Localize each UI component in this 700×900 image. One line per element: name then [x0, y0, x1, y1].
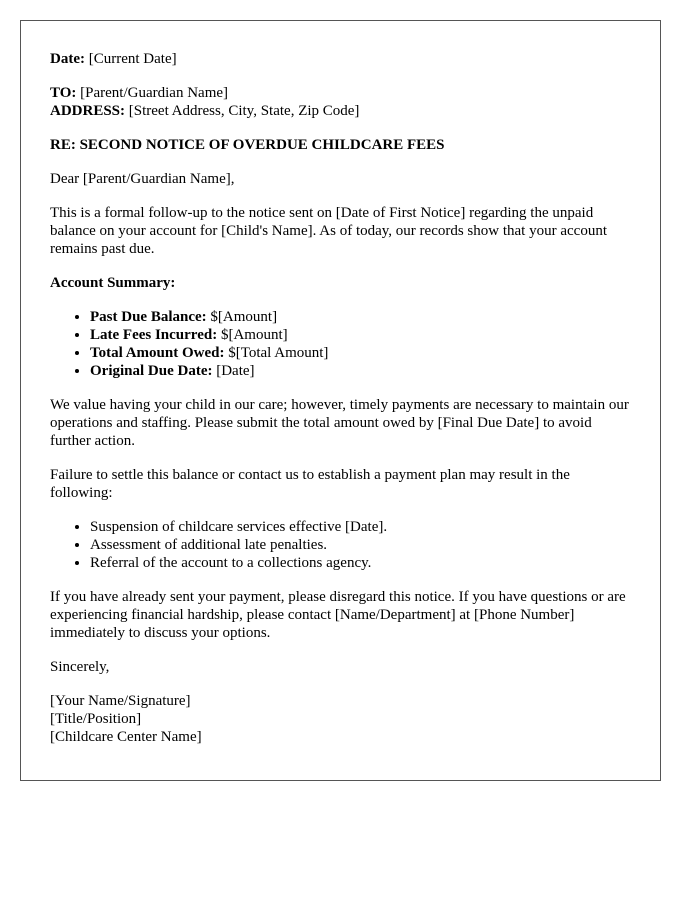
- list-item: • Assessment of additional late penalties.: [90, 536, 632, 554]
- summary-label: Total Amount Owed:: [90, 345, 225, 361]
- recipient-block: [50, 84, 632, 120]
- to-label: TO:: [50, 85, 77, 101]
- address-label: ADDRESS:: [50, 103, 126, 119]
- summary-value: $[Amount]: [206, 309, 278, 325]
- summary-label: Original Due Date:: [90, 363, 213, 379]
- intro-paragraph: This is a formal follow-up to the notice sent on [Date of First Notice] regarding the unpaid balance on your account for [Child's Name]. As of today, our records show that your account remains past due.: [50, 205, 607, 257]
- letter-page: [20, 20, 661, 781]
- subject-text: RE: SECOND NOTICE OF OVERDUE CHILDCARE FEES: [50, 137, 445, 153]
- account-summary-list: [50, 308, 632, 380]
- value-paragraph: We value having your child in our care; however, timely payments are necessary to maintain our operations and staffing. Please submit the total amount owed by [Final Due Date] to avoid further action.: [50, 397, 629, 449]
- summary-label: Past Due Balance:: [90, 309, 207, 325]
- to-value: [Parent/Guardian Name]: [76, 85, 229, 101]
- closing-paragraph: If you have already sent your payment, please disregard this notice. If you have questions or are experiencing financial hardship, please contact [Name/Department] at [Phone Number] immediately to discuss your options.: [50, 589, 626, 641]
- consequences-list: [50, 518, 632, 572]
- list-item: • Referral of the account to a collections agency.: [90, 554, 632, 572]
- signature-title: [Title/Position]: [50, 711, 142, 727]
- summary-heading-text: Account Summary:: [50, 275, 176, 291]
- list-item: [90, 344, 632, 362]
- signature-name: [Your Name/Signature]: [50, 693, 191, 709]
- to-line: [50, 84, 632, 102]
- failure-paragraph: Failure to settle this balance or contact us to establish a payment plan may result in the following:: [50, 467, 570, 501]
- list-item: [90, 326, 632, 344]
- summary-heading: [50, 274, 632, 292]
- signature-block: [50, 692, 632, 746]
- date-label: Date:: [50, 51, 85, 67]
- list-item: [90, 308, 632, 326]
- subject-line: [50, 136, 632, 154]
- address-line: [50, 102, 632, 120]
- list-item: [90, 362, 632, 380]
- salutation: Dear [Parent/Guardian Name],: [50, 171, 235, 187]
- signature-org: [Childcare Center Name]: [50, 729, 202, 745]
- summary-value: $[Total Amount]: [224, 345, 329, 361]
- summary-value: $[Amount]: [217, 327, 288, 343]
- address-value: [Street Address, City, State, Zip Code]: [125, 103, 360, 119]
- date-line: [50, 50, 632, 68]
- date-value: [Current Date]: [84, 51, 177, 67]
- summary-label: Late Fees Incurred:: [90, 327, 218, 343]
- list-item: • Suspension of childcare services effective [Date].: [90, 518, 632, 536]
- sign-off: Sincerely,: [50, 659, 110, 675]
- summary-value: [Date]: [212, 363, 255, 379]
